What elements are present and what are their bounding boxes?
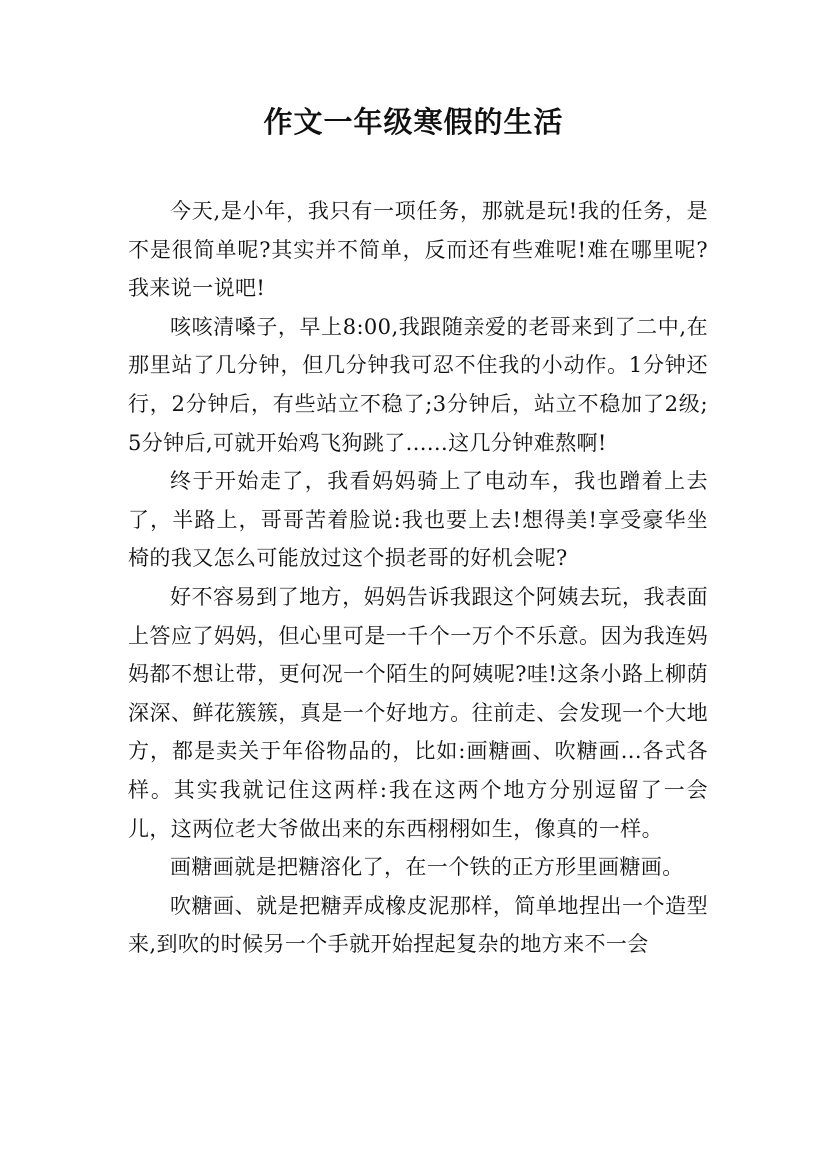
document-title: 作文一年级寒假的生活 [263, 105, 564, 139]
paragraph-4: 好不容易到了地方，妈妈告诉我跟这个阿姨去玩，我表面上答应了妈妈，但心里可是一千个一万个不乐意。因为我连妈妈都不想让带，更何况一个陌生的阿姨呢?哇!这条小路上柳荫深深、鲜花簇簇，真是一个好地方。往前走、会发现一个大地方，都是卖关于年俗物品的，比如:画糖画、吹糖画...各式各样。其实我就记住这两样:我在这两个地方分别逗留了一会儿，这两位老大爷做出来的东西栩栩如生，像真的一样。 [128, 584, 708, 841]
paragraph-6: 吹糖画、就是把糖弄成橡皮泥那样，简单地捏出一个造型来,到吹的时候另一个手就开始捏起复杂的地方来不一会 [128, 893, 708, 957]
paragraph-1: 今天,是小年，我只有一项任务，那就是玩!我的任务，是不是很简单呢?其实并不简单，反而还有些难呢!难在哪里呢?我来说一说吧! [128, 199, 708, 301]
paragraph-2: 咳咳清嗓子，早上8:00,我跟随亲爱的老哥来到了二中,在那里站了几分钟，但几分钟我可忍不住我的小动作。1分钟还行，2分钟后，有些站立不稳了;3分钟后，站立不稳加了2级;5分钟后,可就开始鸡飞狗跳了......这几分钟难熬啊! [128, 314, 708, 455]
paragraph-3: 终于开始走了，我看妈妈骑上了电动车，我也蹭着上去了，半路上，哥哥苦着脸说:我也要上去!想得美!享受豪华坐椅的我又怎么可能放过这个损老哥的好机会呢? [128, 469, 708, 571]
paragraph-5: 画糖画就是把糖溶化了，在一个铁的正方形里画糖画。 [170, 855, 684, 880]
document-body [128, 192, 708, 964]
